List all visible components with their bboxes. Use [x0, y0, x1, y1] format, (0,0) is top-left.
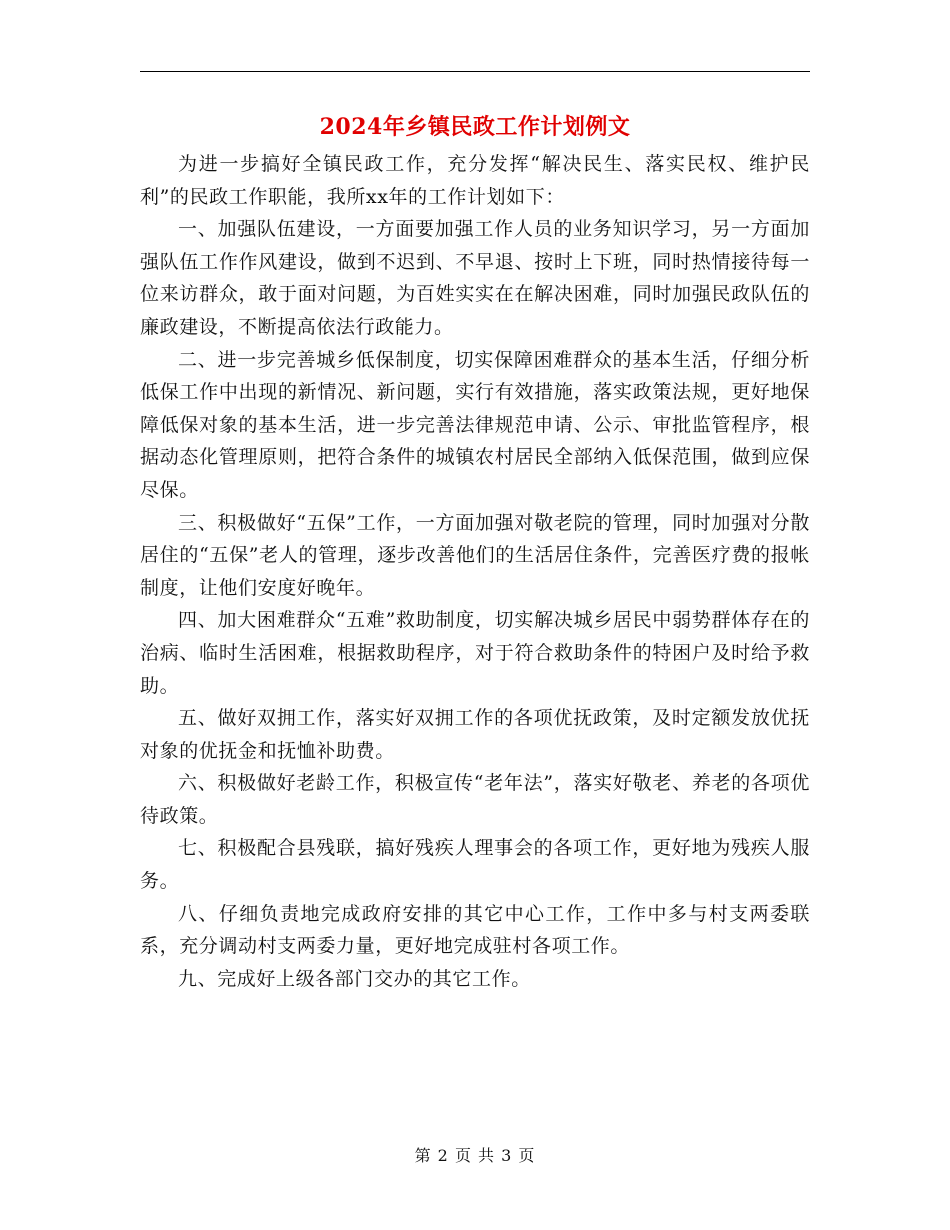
paragraph-item-7: 七、积极配合县残联，搞好残疾人理事会的各项工作，更好地为残疾人服务。	[140, 837, 810, 893]
page-number: 第 2 页 共 3 页	[414, 1146, 536, 1165]
paragraph-item-5: 五、做好双拥工作，落实好双拥工作的各项优抚政策，及时定额发放优抚对象的优抚金和抚恤补助费。	[140, 707, 810, 762]
document-title: 2024年乡镇民政工作计划例文	[319, 114, 631, 140]
paragraph-item-9: 九、完成好上级各部门交办的其它工作。	[178, 967, 531, 990]
paragraph-item-3: 三、积极做好“五保”工作，一方面加强对敬老院的管理，同时加强对分散居住的“五保”老人的管理，逐步改善他们的生活居住条件，完善医疗费的报帐制度，让他们安度好晚年。	[140, 511, 810, 599]
paragraph-intro: 为进一步搞好全镇民政工作，充分发挥“解决民生、落实民权、维护民利”的民政工作职能，我所xx年的工作计划如下：	[140, 153, 810, 208]
paragraph-item-6: 六、积极做好老龄工作，积极宣传“老年法”，落实好敬老、养老的各项优待政策。	[140, 772, 810, 827]
header-rule	[140, 71, 810, 72]
paragraph-item-8: 八、仔细负责地完成政府安排的其它中心工作，工作中多与村支两委联系，充分调动村支两委力量，更好地完成驻村各项工作。	[140, 902, 810, 958]
paragraph-item-4: 四、加大困难群众“五难”救助制度，切实解决城乡居民中弱势群体存在的治病、临时生活困难，根据救助程序，对于符合救助条件的特困户及时给予救助。	[140, 609, 810, 697]
paragraph-item-1: 一、加强队伍建设，一方面要加强工作人员的业务知识学习，另一方面加强队伍工作作风建设，做到不迟到、不早退、按时上下班，同时热情接待每一位来访群众，敢于面对问题，为百姓实实在在解决困难，同时加强民政队伍的廉政建设，不断提高依法行政能力。	[140, 218, 810, 338]
paragraph-item-2: 二、进一步完善城乡低保制度，切实保障困难群众的基本生活，仔细分析低保工作中出现的新情况、新问题，实行有效措施，落实政策法规，更好地保障低保对象的基本生活，进一步完善法律规范申请、公示、审批监管程序，根据动态化管理原则，把符合条件的城镇农村居民全部纳入低保范围，做到应保尽保。	[140, 348, 810, 501]
document-body	[140, 148, 810, 995]
